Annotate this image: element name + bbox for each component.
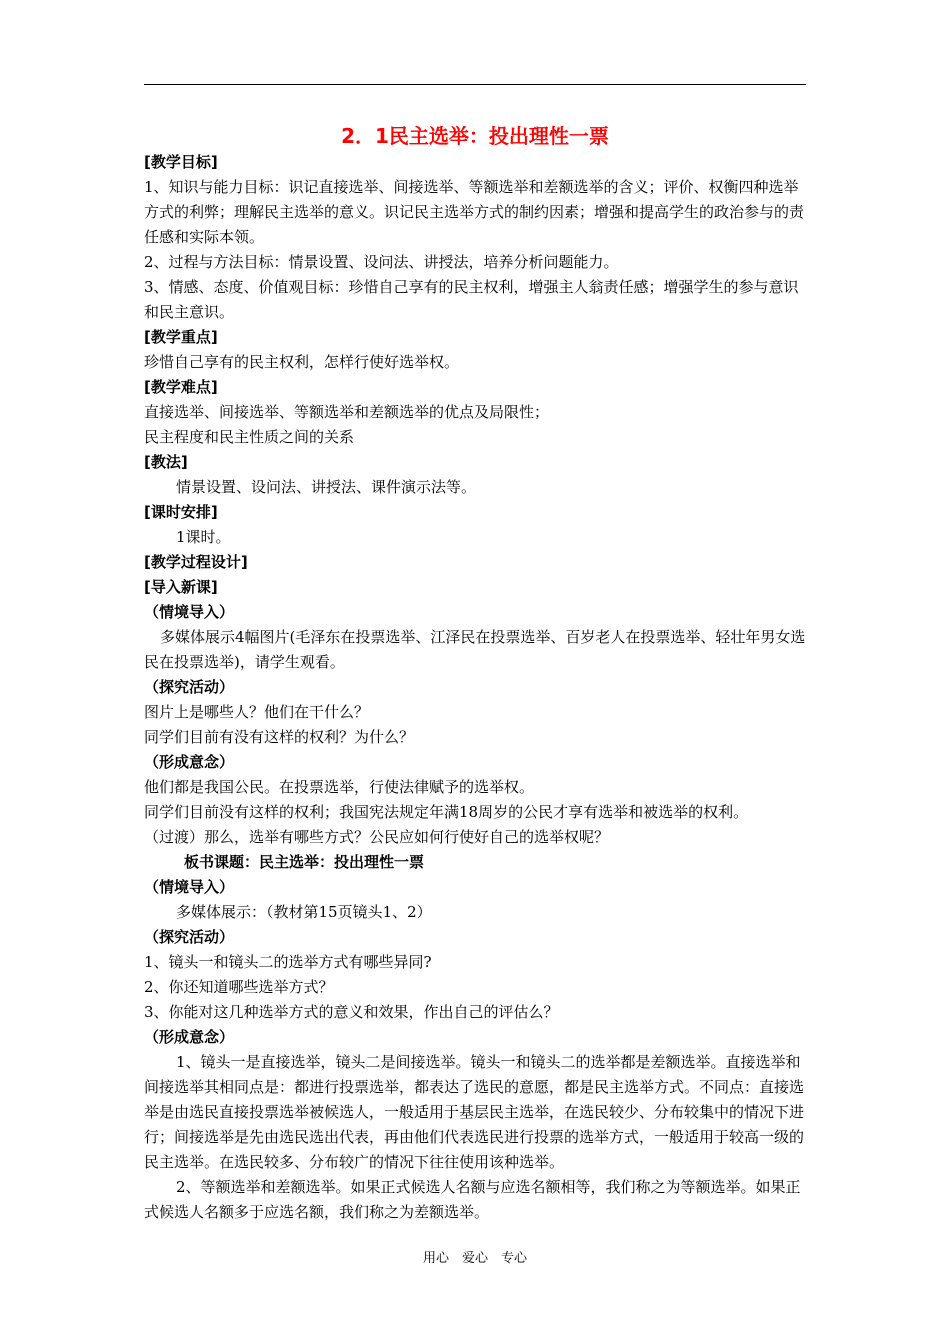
explore-heading: （探究活动）	[144, 928, 235, 946]
scenario-text: 多媒体展示4幅图片(毛泽东在投票选举、江泽民在投票选举、百岁老人在投票选举、轻壮年男女选民在投票选举)，请学生观看。	[144, 628, 806, 671]
schedule-heading: [课时安排]	[144, 503, 218, 521]
explore-question: 2、你还知道哪些选举方式？	[144, 978, 334, 996]
process-heading: [教学过程设计]	[144, 553, 248, 571]
key-points-heading: [教学重点]	[144, 328, 218, 346]
objective-3: 3、情感、态度、价值观目标：珍惜自己享有的民主权利，增强主人翁责任感；增强学生的参与意识和民主意识。	[144, 278, 799, 321]
explore-question: 图片上是哪些人？他们在干什么？	[144, 703, 370, 721]
method-text: 情景设置、设问法、讲授法、课件演示法等。	[176, 478, 477, 496]
scenario-text: 多媒体展示：（教材第15页镜头1、2）	[176, 903, 432, 921]
scenario-heading: （情境导入）	[144, 878, 235, 896]
transition-text: （过渡）那么，选举有哪些方式？公民应如何行使好自己的选举权呢？	[144, 828, 610, 846]
concept-heading: （形成意念）	[144, 1028, 235, 1046]
explore-question: 1、镜头一和镜头二的选举方式有哪些异同?	[144, 953, 432, 971]
concept-text: 他们都是我国公民。在投票选举，行使法律赋予的选举权。	[144, 778, 535, 796]
document-body	[144, 150, 809, 1225]
concept-paragraph: 1、镜头一是直接选举，镜头二是间接选举。镜头一和镜头二的选举都是差额选举。直接选举和间接选举其相同点是：都进行投票选举，都表达了选民的意愿，都是民主选举方式。不同点：直接选举是由选民直接投票选举被候选人，一般适用于基层民主选举，在选民较少、分布较集中的情况下进行；间接选举是先由选民选出代表，再由他们代表选民进行投票的选举方式，一般适用于较高一级的民主选举。在选民较多、分布较广的情况下往往使用该种选举。	[144, 1053, 805, 1171]
header-rule	[144, 84, 806, 85]
difficulty-1: 直接选举、间接选举、等额选举和差额选举的优点及局限性；	[144, 403, 550, 421]
explore-question: 3、你能对这几种选举方式的意义和效果，作出自己的评估么？	[144, 1003, 559, 1021]
explore-heading: （探究活动）	[144, 678, 235, 696]
difficulties-heading: [教学难点]	[144, 378, 218, 396]
explore-question: 同学们目前有没有这样的权利？为什么？	[144, 728, 415, 746]
board-title: 板书课题：民主选举：投出理性一票	[184, 853, 425, 871]
schedule-text: 1课时。	[176, 528, 231, 546]
scenario-heading: （情境导入）	[144, 603, 235, 621]
concept-heading: （形成意念）	[144, 753, 235, 771]
objectives-heading: [教学目标]	[144, 153, 218, 171]
key-points-text: 珍惜自己享有的民主权利，怎样行使好选举权。	[144, 353, 460, 371]
concept-text: 同学们目前没有这样的权利；我国宪法规定年满18周岁的公民才享有选举和被选举的权利。	[144, 803, 749, 821]
concept-paragraph: 2、等额选举和差额选举。如果正式候选人名额与应选名额相等，我们称之为等额选举。如果正式候选人名额多于应选名额，我们称之为差额选举。	[144, 1178, 801, 1221]
page-title: 2．1民主选举：投出理性一票	[341, 124, 609, 148]
page-footer: 用心 爱心 专心	[422, 1251, 527, 1266]
objective-1: 1、知识与能力目标：识记直接选举、间接选举、等额选举和差额选举的含义；评价、权衡四种选举方式的利弊；理解民主选举的意义。识记民主选举方式的制约因素；增强和提高学生的政治参与的责任感和实际本领。	[144, 178, 805, 246]
intro-heading: [导入新课]	[144, 578, 218, 596]
difficulty-2: 民主程度和民主性质之间的关系	[144, 428, 355, 446]
method-heading: [教法]	[144, 453, 188, 471]
objective-2: 2、过程与方法目标：情景设置、设问法、讲授法，培养分析问题能力。	[144, 253, 619, 271]
